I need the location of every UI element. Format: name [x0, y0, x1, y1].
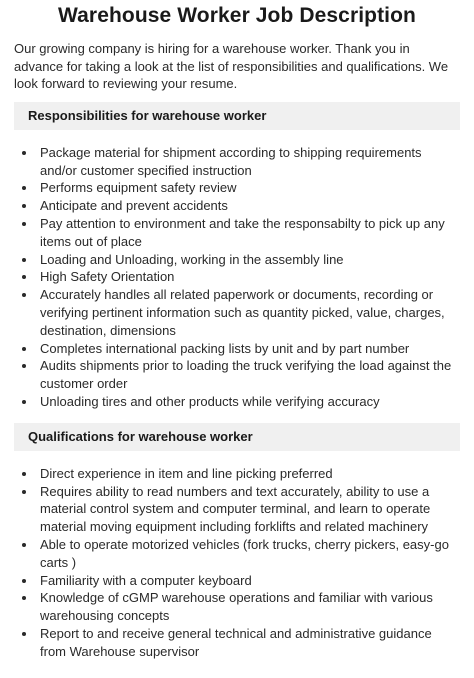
- list-item: Performs equipment safety review: [40, 179, 460, 197]
- list-item: High Safety Orientation: [40, 268, 460, 286]
- list-item: Direct experience in item and line picking preferred: [40, 465, 460, 483]
- list-item: Able to operate motorized vehicles (fork trucks, cherry pickers, easy-go carts ): [40, 536, 460, 572]
- qualifications-list: [14, 465, 460, 661]
- intro-paragraph: Our growing company is hiring for a warehouse worker. Thank you in advance for taking a look at the list of responsibilities and qualifications. We look forward to reviewing your resume.: [14, 41, 449, 92]
- list-item: Unloading tires and other products while verifying accuracy: [40, 393, 460, 411]
- page-title: Warehouse Worker Job Description: [58, 4, 416, 27]
- list-item: Knowledge of cGMP warehouse operations and familiar with various warehousing concepts: [40, 589, 460, 625]
- list-item: Package material for shipment according to shipping requirements and/or customer specified instruction: [40, 144, 460, 180]
- list-item: Loading and Unloading, working in the assembly line: [40, 251, 460, 269]
- list-item: Audits shipments prior to loading the truck verifying the load against the customer order: [40, 357, 460, 393]
- list-item: Anticipate and prevent accidents: [40, 197, 460, 215]
- list-item: Familiarity with a computer keyboard: [40, 572, 460, 590]
- qualifications-heading: Qualifications for warehouse worker: [14, 423, 460, 451]
- responsibilities-heading: Responsibilities for warehouse worker: [14, 102, 460, 130]
- list-item: Report to and receive general technical and administrative guidance from Warehouse supervisor: [40, 625, 460, 661]
- list-item: Completes international packing lists by unit and by part number: [40, 340, 460, 358]
- list-item: Accurately handles all related paperwork or documents, recording or verifying pertinent information such as quantity picked, value, charges, destination, dimensions: [40, 286, 460, 339]
- list-item: Requires ability to read numbers and text accurately, ability to use a material control system and computer terminal, and learn to operate material moving equipment including forklifts and related machinery: [40, 483, 460, 536]
- responsibilities-list: [14, 144, 460, 411]
- list-item: Pay attention to environment and take the responsabilty to pick up any items out of place: [40, 215, 460, 251]
